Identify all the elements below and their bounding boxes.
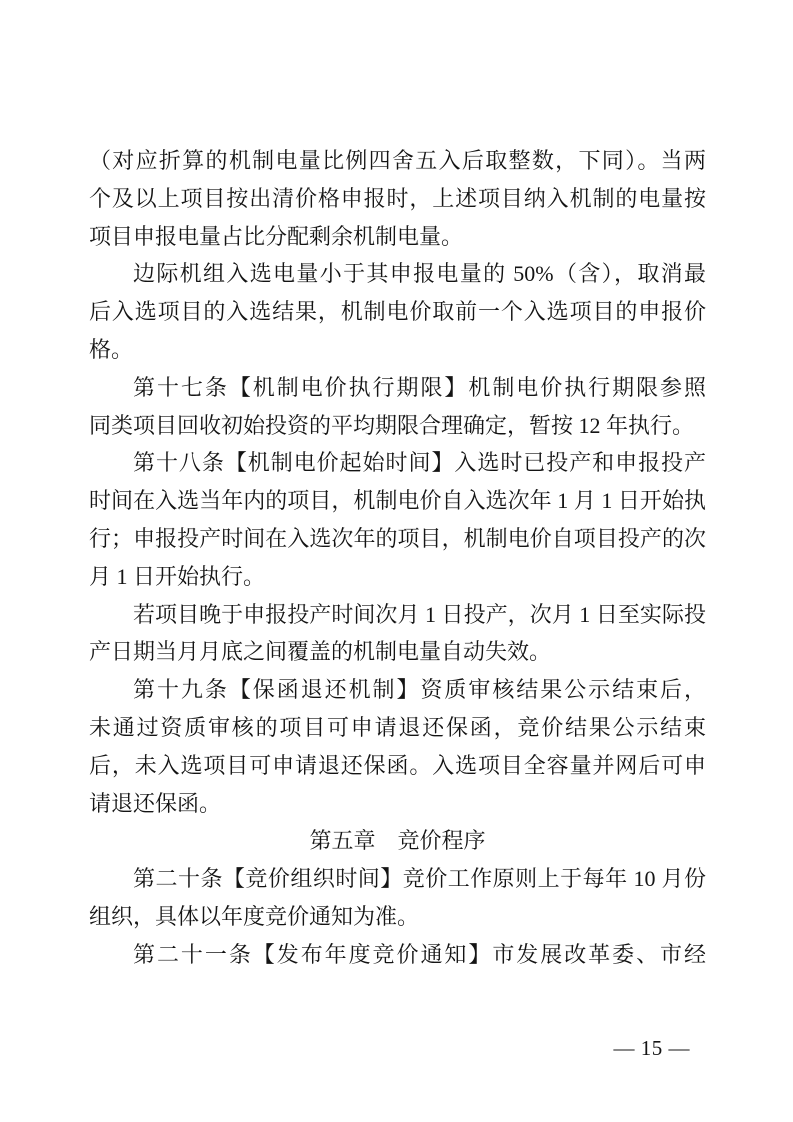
text-line: 后入选项目的入选结果，机制电价取前一个入选项目的申报价 <box>89 299 706 325</box>
paragraph <box>89 671 706 822</box>
paragraph <box>89 369 706 445</box>
text-line: 同类项目回收初始投资的平均期限合理确定，暂按 12 年执行。 <box>89 412 695 438</box>
page-number: — 15 — <box>613 1036 690 1060</box>
paragraph <box>89 142 706 255</box>
text-line: 第十七条【机制电价执行期限】机制电价执行期限参照 <box>133 374 706 400</box>
text-line: 第二十一条【发布年度竞价通知】市发展改革委、市经 <box>133 941 706 967</box>
text-line: 项目申报电量占比分配剩余机制电量。 <box>89 223 464 249</box>
text-line: 个及以上项目按出清价格申报时，上述项目纳入机制的电量按 <box>89 185 706 211</box>
text-line: 月 1 日开始执行。 <box>89 563 266 589</box>
text-line: 第二十条【竞价组织时间】竞价工作原则上于每年 10 月份 <box>133 866 706 892</box>
text-line: 时间在入选当年内的项目，机制电价自入选次年 1 月 1 日开始执 <box>89 488 706 514</box>
text-line: 第十九条【保函退还机制】资质审核结果公示结束后， <box>133 677 706 703</box>
paragraph <box>89 860 706 936</box>
text-line: 产日期当月月底之间覆盖的机制电量自动失效。 <box>89 639 552 665</box>
paragraph <box>89 444 706 595</box>
text-line: 若项目晚于申报投产时间次月 1 日投产，次月 1 日至实际投 <box>133 601 706 627</box>
chapter-heading-text: 第五章 竞价程序 <box>309 828 486 854</box>
chapter-heading <box>89 822 706 860</box>
paragraph <box>89 596 706 672</box>
document-body <box>89 142 706 974</box>
text-line: 后，未入选项目可申请退还保函。入选项目全容量并网后可申 <box>89 752 706 778</box>
text-line: 第十八条【机制电价起始时间】入选时已投产和申报投产 <box>133 450 706 476</box>
text-line: 边际机组入选电量小于其申报电量的 50%（含），取消最 <box>133 261 706 287</box>
paragraph <box>89 255 706 368</box>
text-line: 未通过资质审核的项目可申请退还保函，竞价结果公示结束 <box>89 714 706 740</box>
paragraph <box>89 936 706 974</box>
text-line: 组织，具体以年度竞价通知为准。 <box>89 903 420 929</box>
text-line: 行；申报投产时间在入选次年的项目，机制电价自项目投产的次 <box>89 525 706 551</box>
text-line: 格。 <box>89 336 134 362</box>
text-line: （对应折算的机制电量比例四舍五入后取整数，下同）。当两 <box>89 148 706 173</box>
text-line: 请退还保函。 <box>89 790 222 816</box>
